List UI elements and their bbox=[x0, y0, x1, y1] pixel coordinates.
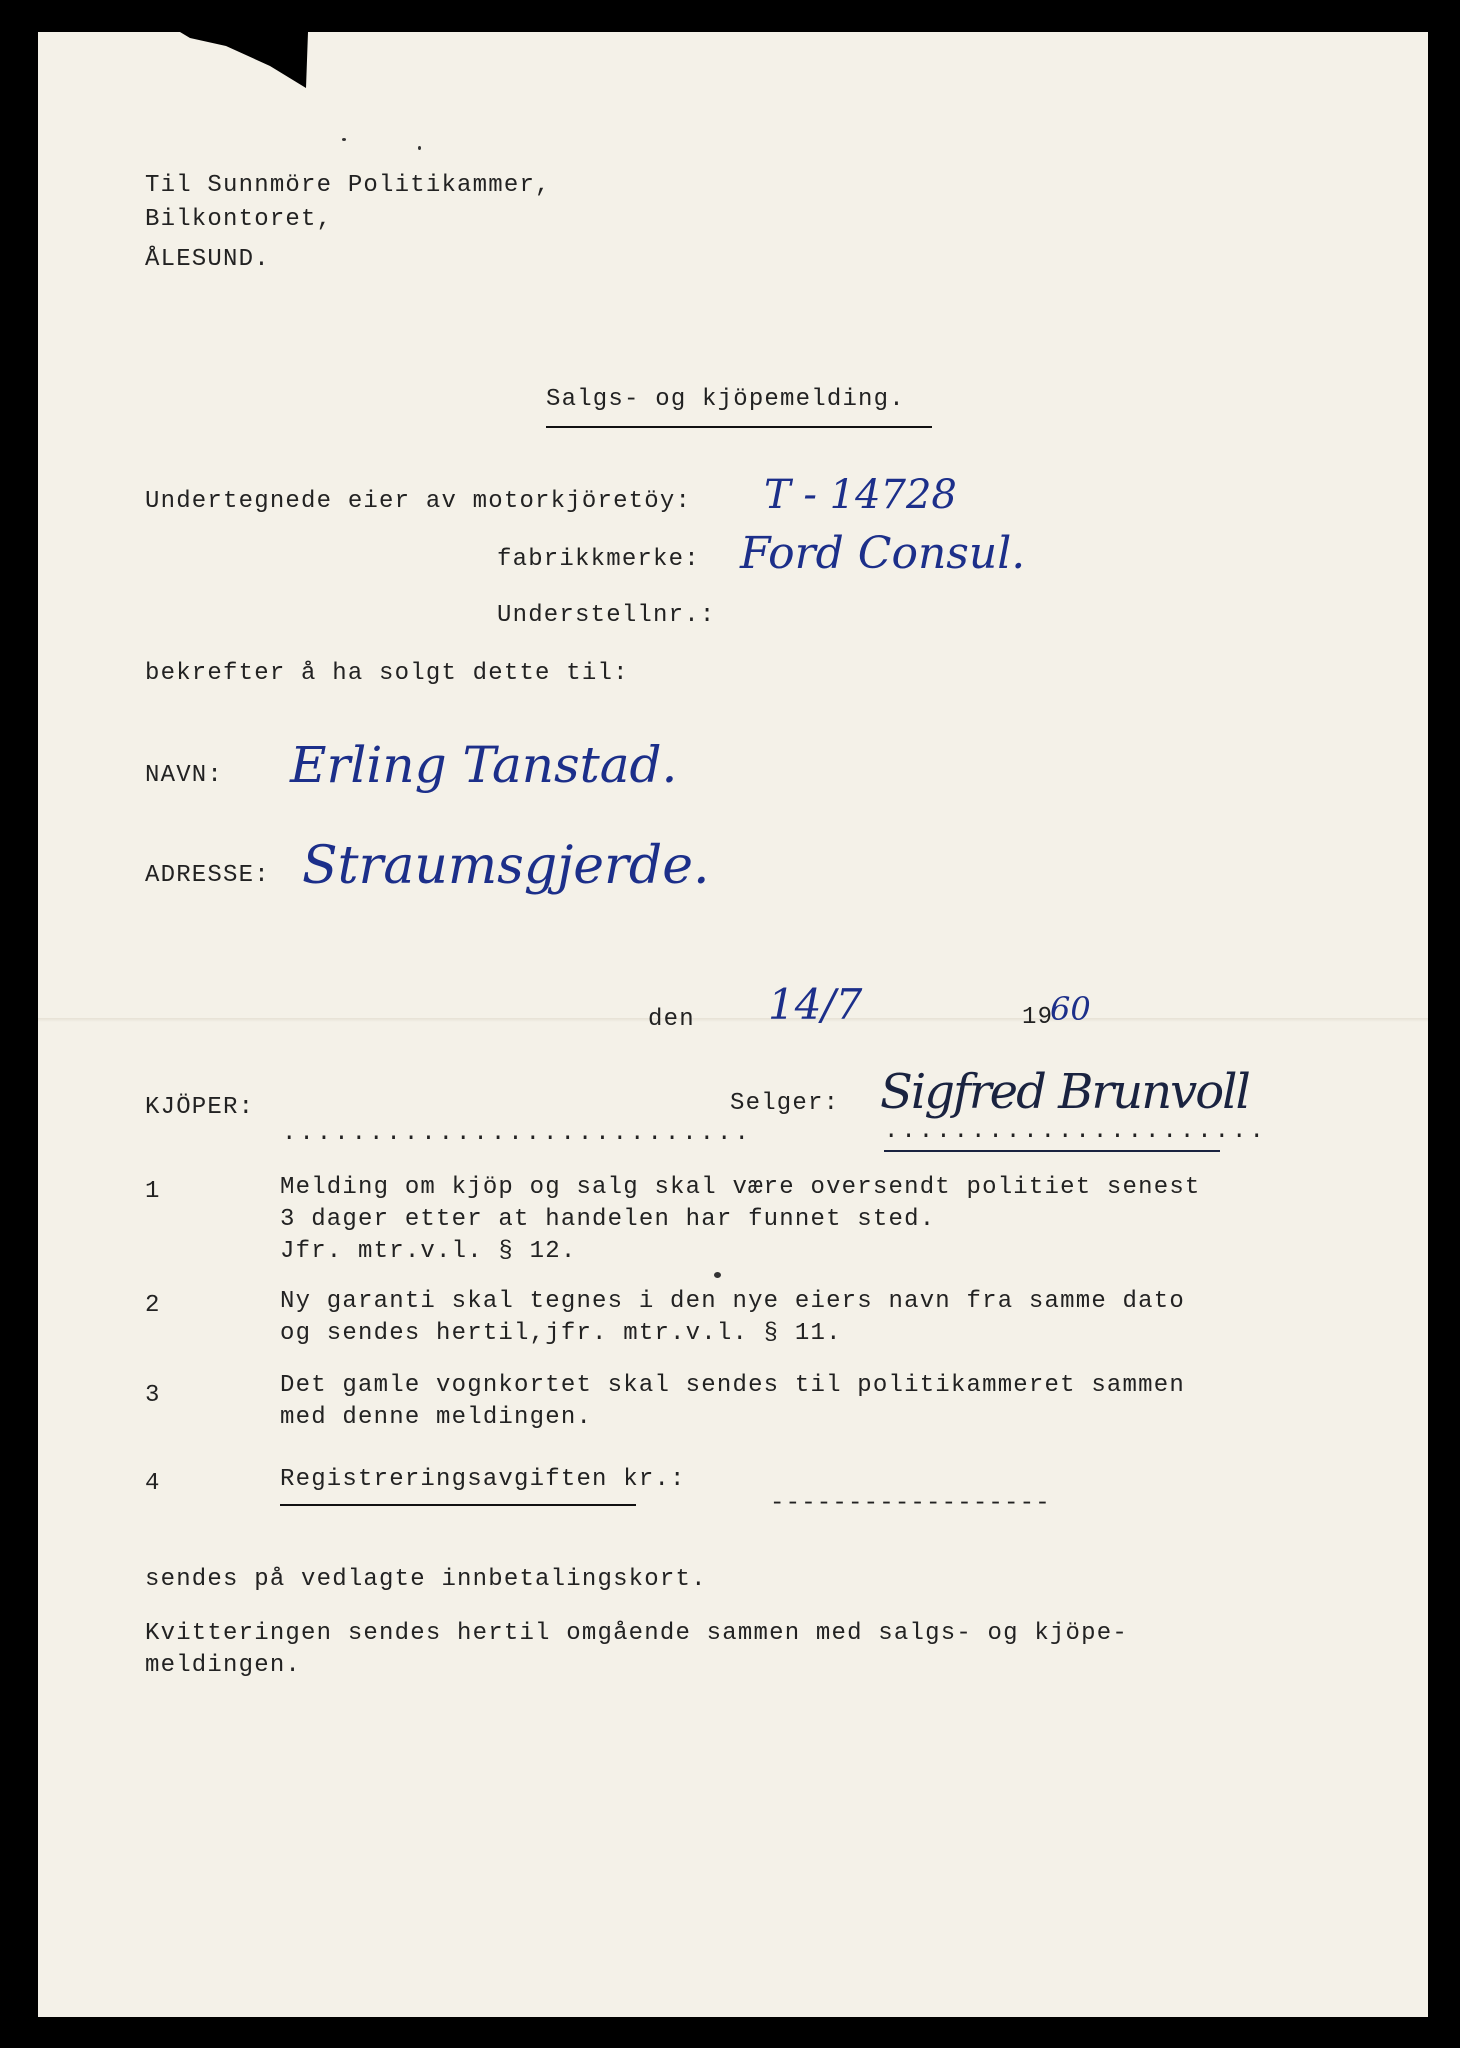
paper-speck bbox=[418, 146, 421, 150]
date-day-month: 14/7 bbox=[768, 980, 863, 1029]
make-label: fabrikkmerke: bbox=[497, 546, 700, 573]
note-4-number: 4 bbox=[145, 1470, 161, 1497]
note-4-label: Registreringsavgiften kr.: bbox=[280, 1466, 686, 1493]
paper-speck bbox=[342, 138, 346, 141]
note-1-line-1: Melding om kjöp og salg skal være oversendt politiet senest bbox=[280, 1174, 1201, 1201]
chassis-label: Understellnr.: bbox=[497, 602, 716, 629]
note-2-line-2: og sendes hertil,jfr. mtr.v.l. § 11. bbox=[280, 1320, 842, 1347]
note-4-amount-dashes: ------------------ bbox=[770, 1490, 1051, 1517]
note-1-line-2: 3 dager etter at handelen har funnet sted. bbox=[280, 1206, 936, 1233]
title-underline bbox=[546, 426, 932, 428]
note-4-underline bbox=[280, 1504, 636, 1506]
seller-signature-label: Selger: bbox=[730, 1090, 840, 1117]
buyer-signature-label: KJÖPER: bbox=[145, 1094, 255, 1121]
address-line-2: Bilkontoret, bbox=[145, 206, 333, 233]
note-3-line-2: med denne meldingen. bbox=[280, 1404, 593, 1431]
registration-number: T - 14728 bbox=[764, 472, 957, 518]
footer-line-2: Kvitteringen sendes hertil omgående sammen med salgs- og kjöpe- bbox=[145, 1620, 1128, 1647]
note-1-line-3: Jfr. mtr.v.l. § 12. bbox=[280, 1238, 577, 1265]
fold-crease bbox=[38, 1018, 1428, 1022]
owner-label: Undertegnede eier av motorkjöretöy: bbox=[145, 488, 692, 515]
note-2-number: 2 bbox=[145, 1292, 161, 1319]
date-prefix: den bbox=[648, 1006, 695, 1033]
sold-to-label: bekrefter å ha solgt dette til: bbox=[145, 660, 629, 687]
buyer-address-label: ADRESSE: bbox=[145, 862, 270, 889]
make-value: Ford Consul. bbox=[740, 528, 1026, 579]
buyer-name-label: NAVN: bbox=[145, 762, 224, 789]
note-3-number: 3 bbox=[145, 1382, 161, 1409]
document-page bbox=[38, 32, 1428, 2017]
buyer-signature-line: ........................... bbox=[282, 1120, 752, 1147]
seller-signature-line: ...................... bbox=[884, 1118, 1267, 1145]
footer-line-1: sendes på vedlagte innbetalingskort. bbox=[145, 1566, 707, 1593]
date-year-prefix: 19 bbox=[1022, 1004, 1054, 1031]
note-3-line-1: Det gamle vognkortet skal sendes til politikammeret sammen bbox=[280, 1372, 1185, 1399]
seller-signature-underline bbox=[884, 1150, 1220, 1152]
date-year-suffix: 60 bbox=[1050, 990, 1091, 1028]
paper-speck bbox=[714, 1272, 721, 1278]
address-line-3: ÅLESUND. bbox=[145, 246, 270, 273]
buyer-name-value: Erling Tanstad. bbox=[290, 736, 678, 794]
note-2-line-1: Ny garanti skal tegnes i den nye eiers navn fra samme dato bbox=[280, 1288, 1185, 1315]
footer-line-3: meldingen. bbox=[145, 1652, 302, 1679]
seller-signature: Sigfred Brunvoll bbox=[880, 1064, 1249, 1120]
document-title: Salgs- og kjöpemelding. bbox=[546, 386, 905, 413]
note-1-number: 1 bbox=[145, 1178, 161, 1205]
address-line-1: Til Sunnmöre Politikammer, bbox=[145, 172, 551, 199]
buyer-address-value: Straumsgjerde. bbox=[302, 836, 710, 896]
